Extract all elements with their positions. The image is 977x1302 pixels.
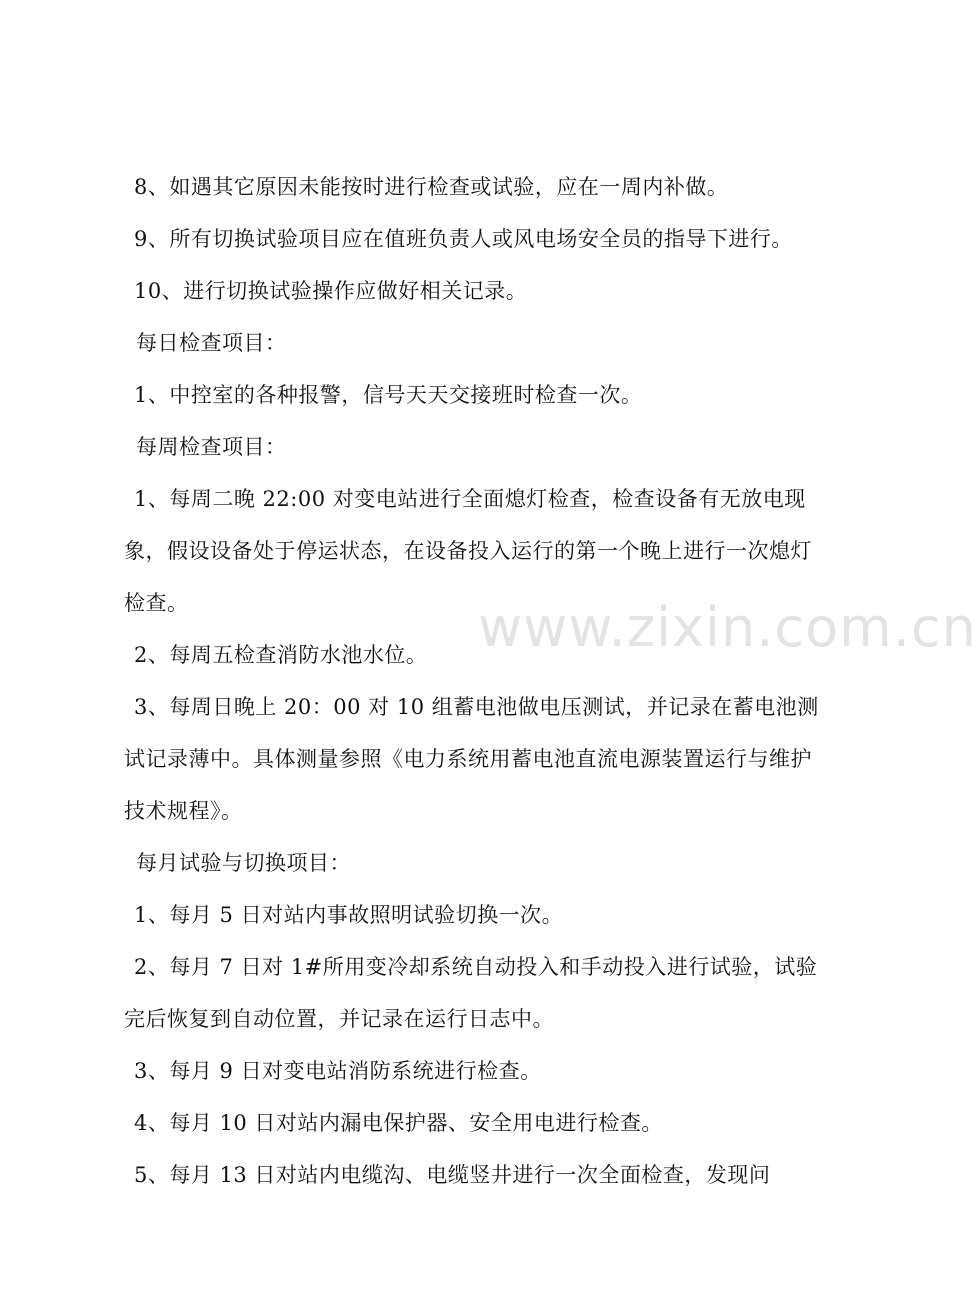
monthly-item-5: 5、每月 13 日对站内电缆沟、电缆竖井进行一次全面检查，发现问 xyxy=(134,1163,771,1187)
document-body xyxy=(124,161,824,1201)
monthly-item-4: 4、每月 10 日对站内漏电保护器、安全用电进行检查。 xyxy=(134,1111,663,1135)
section-heading-monthly: 每月试验与切换项目： xyxy=(136,851,351,875)
section-heading-daily: 每日检查项目： xyxy=(136,331,287,355)
weekly-item-3: 3、每周日晚上 20：00 对 10 组蓄电池做电压测试，并记录在蓄电池测试记录薄中。具体测量参照《电力系统用蓄电池直流电源装置运行与维护技术规程》。 xyxy=(124,695,819,823)
weekly-item-2: 2、每周五检查消防水池水位。 xyxy=(134,643,428,667)
paragraph-item-9: 9、所有切换试验项目应在值班负责人或风电场安全员的指导下进行。 xyxy=(134,227,793,251)
section-heading-weekly: 每周检查项目： xyxy=(136,435,287,459)
monthly-item-1: 1、每月 5 日对站内事故照明试验切换一次。 xyxy=(134,903,564,927)
paragraph-item-8: 8、如遇其它原因未能按时进行检查或试验，应在一周内补做。 xyxy=(134,175,729,199)
daily-item-1: 1、中控室的各种报警，信号天天交接班时检查一次。 xyxy=(134,383,643,407)
monthly-item-2: 2、每月 7 日对 1#所用变冷却系统自动投入和手动投入进行试验，试验完后恢复到自动位置，并记录在运行日志中。 xyxy=(124,955,818,1031)
watermark-text: www.zixin.com.cn xyxy=(478,596,977,659)
weekly-item-1: 1、每周二晚 22:00 对变电站进行全面熄灯检查，检查设备有无放电现象，假设设备处于停运状态，在设备投入运行的第一个晚上进行一次熄灯检查。 xyxy=(124,487,812,615)
monthly-item-3: 3、每月 9 日对变电站消防系统进行检查。 xyxy=(134,1059,542,1083)
paragraph-item-10: 10、进行切换试验操作应做好相关记录。 xyxy=(134,279,528,303)
